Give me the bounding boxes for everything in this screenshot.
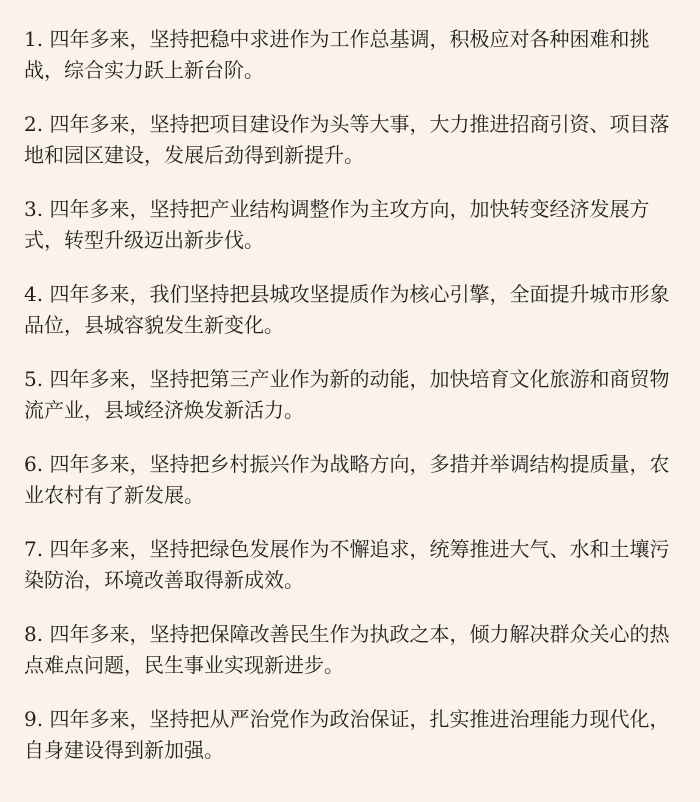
list-item-2: 2. 四年多来，坚持把项目建设作为头等大事，大力推进招商引资、项目落地和园区建设，发展后劲得到新提升。 <box>24 112 670 167</box>
list-item-7: 7. 四年多来，坚持把绿色发展作为不懈追求，统筹推进大气、水和土壤污染防治，环境改善取得新成效。 <box>24 537 670 592</box>
list-item-3: 3. 四年多来，坚持把产业结构调整作为主攻方向，加快转变经济发展方式，转型升级迈出新步伐。 <box>24 197 650 252</box>
list-item-4: 4. 四年多来，我们坚持把县城攻坚提质作为核心引擎，全面提升城市形象品位，县城容貌发生新变化。 <box>24 282 670 337</box>
list-item-5: 5. 四年多来，坚持把第三产业作为新的动能，加快培育文化旅游和商贸物流产业，县域经济焕发新活力。 <box>24 367 670 422</box>
list-item-9: 9. 四年多来，坚持把从严治党作为政治保证，扎实推进治理能力现代化，自身建设得到新加强。 <box>24 707 670 762</box>
list-item-6: 6. 四年多来，坚持把乡村振兴作为战略方向，多措并举调结构提质量，农业农村有了新发展。 <box>24 452 670 507</box>
list-item-8: 8. 四年多来，坚持把保障改善民生作为执政之本，倾力解决群众关心的热点难点问题，民生事业实现新进步。 <box>24 622 670 677</box>
list-item-1: 1. 四年多来，坚持把稳中求进作为工作总基调，积极应对各种困难和挑战，综合实力跃上新台阶。 <box>24 27 650 82</box>
